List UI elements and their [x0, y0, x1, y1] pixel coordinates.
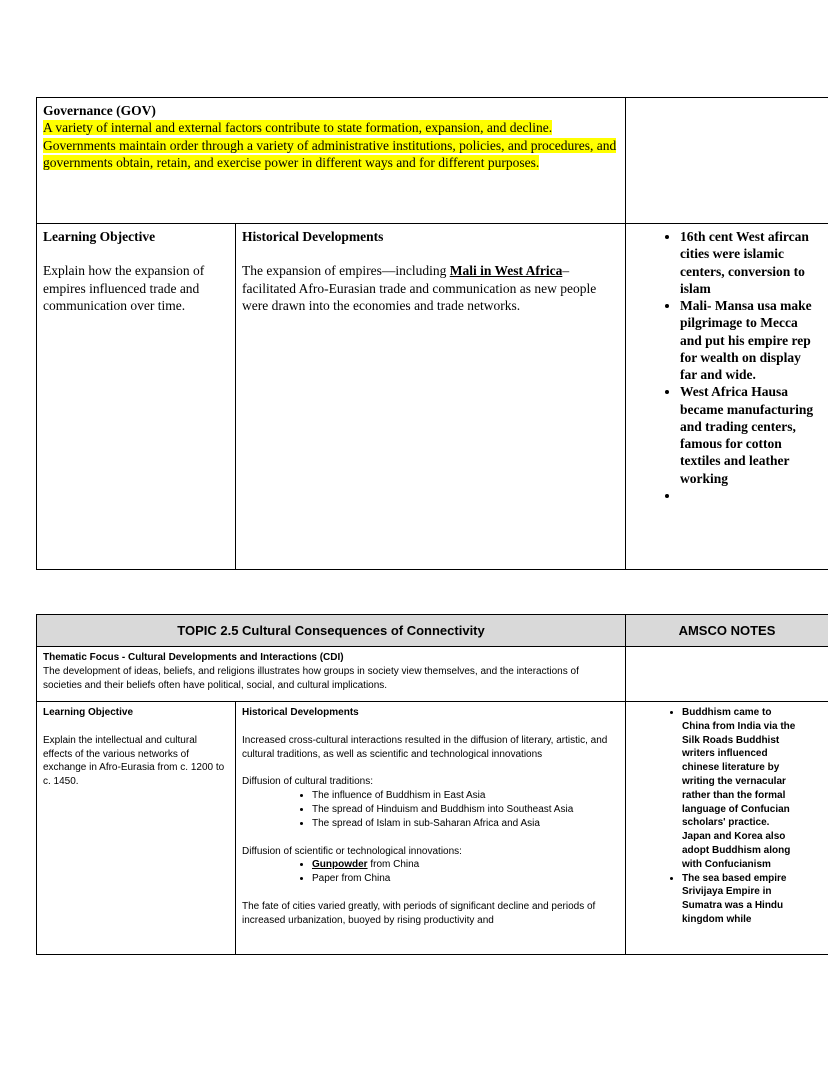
historical-developments-body-top — [242, 262, 619, 314]
amsco-notes-cell-top — [626, 224, 828, 570]
thematic-focus-body: The development of ideas, beliefs, and religions illustrates how groups in society view themselves, and the interactions of societies and their beliefs often have political, social, and cultural implications. — [43, 665, 579, 691]
topic-header-row — [37, 615, 828, 647]
tech-bullet — [312, 858, 619, 872]
governance-side-cell — [626, 98, 828, 224]
learning-objective-cell-bottom — [37, 702, 236, 955]
gunpowder-emphasized: Gunpowder — [312, 859, 368, 871]
learning-objective-heading-top: Learning Objective — [43, 229, 156, 244]
tech-innovations-list — [242, 858, 619, 886]
note-bullet: • The sea based empire Srivijaya Empire in Sumatra was a Hindu kingdom while — [682, 872, 798, 927]
cultural-bullet: • The spread of Hinduism and Buddhism into Southeast Asia — [312, 803, 619, 817]
governance-table — [36, 97, 828, 570]
governance-highlighted-text: A variety of internal and external factors contribute to state formation, expansion, and decline. Governments maintain order through a variety of administrative institutions, policies, and procedures, and governments obtain, retain, and exercise power in different ways and for different purposes. — [43, 120, 617, 170]
thematic-focus-heading: Thematic Focus - Cultural Developments and Interactions (CDI) — [43, 652, 344, 663]
governance-title: Governance (GOV) — [43, 103, 156, 118]
learning-objective-heading-bottom: Learning Objective — [43, 707, 134, 718]
historical-developments-cell-top — [236, 224, 626, 570]
governance-header-cell — [37, 98, 626, 224]
notes-list-bottom — [632, 706, 798, 927]
note-bullet: • 16th cent West afircan cities were islamic centers, conversion to islam — [680, 228, 820, 297]
cultural-traditions-heading: Diffusion of cultural traditions: — [242, 776, 373, 788]
tech-innovations-heading: Diffusion of scientific or technological innovations: — [242, 845, 462, 857]
hd-text-before: The expansion of empires—including — [242, 263, 450, 279]
thematic-focus-cell — [37, 647, 626, 702]
cultural-bullet: • The influence of Buddhism in East Asia — [312, 789, 619, 803]
historical-developments-heading-bottom: Historical Developments — [242, 707, 359, 718]
note-bullet: • West Africa Hausa became manufacturing and trading centers, famous for cotton textiles and leather working — [680, 383, 820, 487]
mali-emphasized-phrase: Mali in West Africa — [449, 263, 563, 279]
hd-closing-paragraph: The fate of cities varied greatly, with periods of significant decline and periods of increased urbanization, buoyed by rising productivity and — [242, 900, 596, 926]
tech-bullet: • Paper from China — [312, 872, 619, 886]
note-bullet: • Mali- Mansa usa make pilgrimage to Mecca and put his empire rep for wealth on display far and wide. — [680, 297, 820, 383]
note-bullet — [680, 487, 820, 504]
learning-objective-cell-top — [37, 224, 236, 570]
hd-text-after: –facilitated Afro-Eurasian trade and communication as new people were drawn into the economies and trade networks. — [242, 263, 597, 313]
amsco-header-cell — [626, 615, 828, 647]
amsco-notes-label: AMSCO NOTES — [678, 622, 776, 638]
hd-intro-paragraph: Increased cross-cultural interactions resulted in the diffusion of literary, artistic, and cultural traditions, as well as scientific and technological innovations — [242, 734, 608, 760]
topic-main-row — [37, 702, 828, 955]
cultural-traditions-list — [242, 789, 619, 830]
thematic-side-cell — [626, 647, 828, 702]
historical-developments-heading-top: Historical Developments — [242, 229, 384, 244]
topic-table — [36, 614, 828, 955]
notes-list-top — [632, 228, 820, 504]
learning-objective-body-bottom: Explain the intellectual and cultural effects of the various networks of exchange in Afro-Eurasia from c. 1200 to c. 1450. — [43, 734, 225, 788]
historical-developments-cell-bottom — [236, 702, 626, 955]
learning-objective-body-top: Explain how the expansion of empires influenced trade and communication over time. — [43, 263, 205, 313]
topic-header-cell — [37, 615, 626, 647]
governance-main-row — [37, 224, 828, 570]
governance-row — [37, 98, 828, 224]
amsco-notes-cell-bottom — [626, 702, 828, 955]
topic-title: TOPIC 2.5 Cultural Consequences of Connectivity — [177, 622, 485, 638]
gunpowder-rest: from China — [367, 859, 420, 871]
note-bullet: • Buddhism came to China from India via the Silk Roads Buddhist writers influenced chinese literature by writing the vernacular rather than the formal language of Confucian scholars' practice. Japan and Korea also adopt Buddhism along with Confucianism — [682, 706, 798, 872]
cultural-bullet: • The spread of Islam in sub-Saharan Africa and Asia — [312, 817, 619, 831]
thematic-focus-row — [37, 647, 828, 702]
